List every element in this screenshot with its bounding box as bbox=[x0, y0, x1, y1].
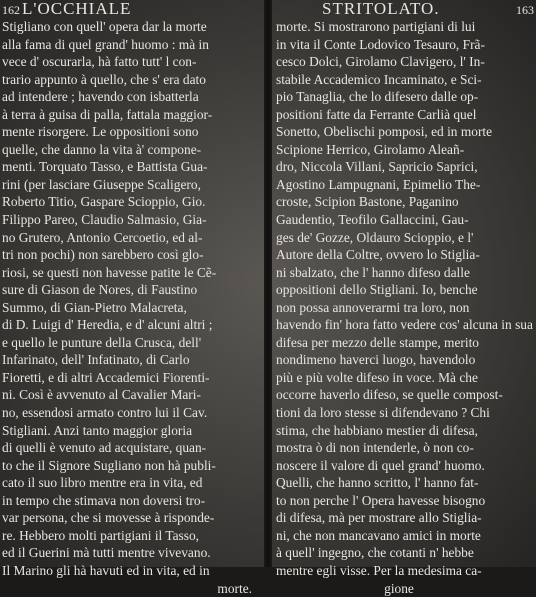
text-line: Filippo Pareo, Claudio Salmasio, Gia- bbox=[2, 211, 266, 229]
text-line: cesco Dolci, Girolamo Clavigero, l' In- bbox=[276, 53, 536, 71]
text-line: più e più volte difeso in voce. Mà che bbox=[276, 369, 536, 387]
text-line: noscere il valore di quel grand' huomo. bbox=[276, 457, 536, 475]
text-line: no, essendosi armato contro lui il Cav. bbox=[2, 404, 266, 422]
text-line: à quell' ingegno, che cotanti n' hebbe bbox=[276, 544, 536, 562]
left-page bbox=[0, 0, 266, 567]
text-line: Gaudentio, Teofilo Gallaccini, Gau- bbox=[276, 211, 536, 229]
text-line: morte. bbox=[2, 580, 266, 597]
text-line: mentre egli visse. Per la medesima ca- bbox=[276, 562, 536, 580]
text-line: var persona, che si movesse à risponde- bbox=[2, 509, 266, 527]
text-line: tri non pochi) non sarebbero così glo- bbox=[2, 246, 266, 264]
text-line: no Grutero, Antonio Cercoetio, ed al- bbox=[2, 229, 266, 247]
text-line: di difesa, mà per mostrare allo Stiglia- bbox=[276, 509, 536, 527]
text-line: morte. Si mostrarono partigiani di lui bbox=[276, 18, 536, 36]
text-line: Scipione Herrico, Girolamo Aleañ- bbox=[276, 141, 536, 159]
text-line: rini (per lasciare Giuseppe Scaligero, bbox=[2, 176, 266, 194]
text-line: stabile Accademico Incaminato, e Sci- bbox=[276, 71, 536, 89]
text-line: difesa per mezzo delle stampe, merito bbox=[276, 334, 536, 352]
text-line: mostra ò di non intenderle, ò non co- bbox=[276, 439, 536, 457]
text-line: di quelli è venuto ad acquistare, quan- bbox=[2, 439, 266, 457]
text-line: ni sbalzato, che l' hanno difeso dalle bbox=[276, 264, 536, 282]
text-line: non possa annoverarmi tra loro, non bbox=[276, 299, 536, 317]
text-line: Summo, di Gian-Pietro Malacreta, bbox=[2, 299, 266, 317]
text-line: trario appunto à quello, che s' era dato bbox=[2, 71, 266, 89]
text-line: croste, Scipion Bastone, Paganino bbox=[276, 193, 536, 211]
text-line: di D. Luigi d' Heredia, e d' alcuni altri ; bbox=[2, 316, 266, 334]
text-line: ed il Guerini mà tutti mentre vivevano. bbox=[2, 544, 266, 562]
text-line: to che il Signore Sugliano non hà publi- bbox=[2, 457, 266, 475]
text-line: nondimeno haverci luogo, havendolo bbox=[276, 351, 536, 369]
text-line: sure di Giason de Nores, di Faustino bbox=[2, 281, 266, 299]
left-running-title: L'OCCHIALE bbox=[22, 0, 131, 18]
text-line: to non perche l' Opera havesse bisogno bbox=[276, 492, 536, 510]
text-line: occorre haverlo difeso, se quelle compost- bbox=[276, 386, 536, 404]
left-page-text bbox=[2, 18, 266, 597]
right-page-number: 163 bbox=[516, 1, 534, 19]
text-line: Roberto Titio, Gaspare Scioppio, Gio. bbox=[2, 193, 266, 211]
text-line: Autore della Coltre, ovvero lo Stiglia- bbox=[276, 246, 536, 264]
text-line: dro, Niccola Villani, Sapricio Saprici, bbox=[276, 158, 536, 176]
text-line: quelle, che danno la vita à' compone- bbox=[2, 141, 266, 159]
text-line: Sonetto, Obelischi pomposi, ed in morte bbox=[276, 123, 536, 141]
right-page-header bbox=[276, 0, 536, 18]
right-page bbox=[270, 0, 536, 567]
text-line: mente risorgere. Le oppositioni sono bbox=[2, 123, 266, 141]
right-running-title: STRITOLATO. bbox=[322, 0, 440, 18]
text-line: Fioretti, e di altri Accademici Fiorenti- bbox=[2, 369, 266, 387]
text-line: positioni fatte da Ferrante Carlià quel bbox=[276, 106, 536, 124]
text-line: ges de' Gozze, Oldauro Scioppio, e l' bbox=[276, 229, 536, 247]
text-line: in tempo che stimava non doversi tro- bbox=[2, 492, 266, 510]
text-line: ni, che non mancavano amici in morte bbox=[276, 527, 536, 545]
text-line: vece d' oscurarla, hà fatto tutt' l con- bbox=[2, 53, 266, 71]
text-line: Stigliani. Anzi tanto maggior gloria bbox=[2, 422, 266, 440]
text-line: pio Tanaglia, che lo difesero dalle op- bbox=[276, 88, 536, 106]
text-line: stima, che habbiano mestier di difesa, bbox=[276, 422, 536, 440]
text-line: tioni da loro stesse si difendevano ? Chi bbox=[276, 404, 536, 422]
text-line: à terra à guisa di palla, fattala maggior- bbox=[2, 106, 266, 124]
text-line: Infarinato, dell' Infatinato, di Carlo bbox=[2, 351, 266, 369]
text-line: havendo fin' hora fatto vedere cos' alcuna in sua bbox=[276, 316, 536, 334]
left-page-number: 162 bbox=[2, 3, 20, 17]
left-page-header bbox=[2, 0, 266, 18]
text-line: re. Hebbero molti partigiani il Tasso, bbox=[2, 527, 266, 545]
text-line: in vita il Conte Lodovico Tesauro, Frã- bbox=[276, 36, 536, 54]
text-line: alla fama di quel grand' huomo : mà in bbox=[2, 36, 266, 54]
text-line: e quello le punture della Crusca, dell' bbox=[2, 334, 266, 352]
text-line: Agostino Lampugnani, Epimelio The- bbox=[276, 176, 536, 194]
text-line: ni. Così è avvenuto al Cavalier Mari- bbox=[2, 386, 266, 404]
text-line: menti. Torquato Tasso, e Battista Gua- bbox=[2, 158, 266, 176]
text-line: Stigliano con quell' opera dar la morte bbox=[2, 18, 266, 36]
text-line: oppositioni dello Stigliani. Io, benche bbox=[276, 281, 536, 299]
text-line: gione bbox=[276, 580, 536, 597]
text-line: ad intendere ; havendo con isbatterla bbox=[2, 88, 266, 106]
text-line: Il Marino gli hà havuti ed in vita, ed in bbox=[2, 562, 266, 580]
text-line: riosi, se questi non havesse patite le Cẽ- bbox=[2, 264, 266, 282]
text-line: cato il suo libro mentre era in vita, ed bbox=[2, 474, 266, 492]
right-page-text bbox=[276, 18, 536, 597]
text-line: Quelli, che hanno scritto, l' hanno fat- bbox=[276, 474, 536, 492]
